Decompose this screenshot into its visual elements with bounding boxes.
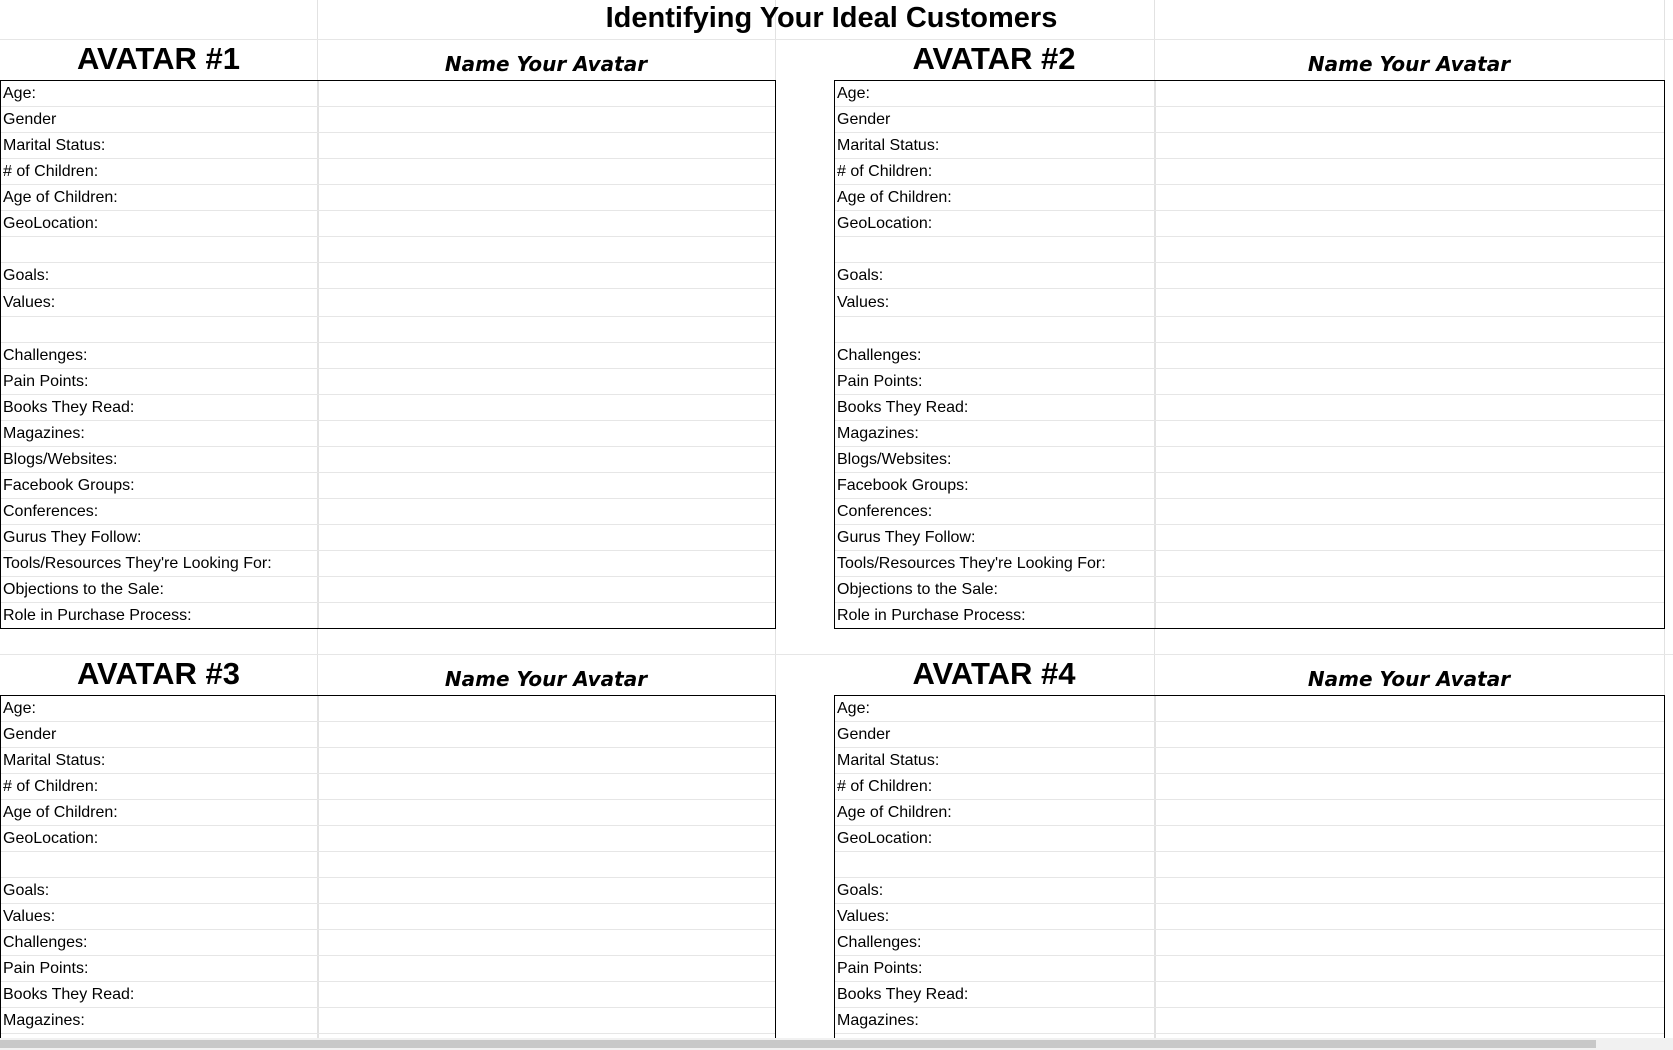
field-label: Marital Status: xyxy=(837,751,940,769)
field-label: Gender xyxy=(3,110,57,128)
avatar-1-field-row xyxy=(1,81,775,107)
field-value-cell[interactable] xyxy=(322,447,775,472)
field-label: Role in Purchase Process: xyxy=(837,606,1026,624)
field-value-cell[interactable] xyxy=(322,551,775,576)
field-value-cell[interactable] xyxy=(322,577,775,602)
field-value-cell[interactable] xyxy=(1159,878,1664,903)
field-label: GeoLocation: xyxy=(837,829,933,847)
field-value-cell[interactable] xyxy=(1159,447,1664,472)
field-value-cell[interactable] xyxy=(322,317,775,342)
avatar-3-field-row xyxy=(1,826,775,852)
avatar-2-field-row xyxy=(835,317,1664,343)
field-label: Age: xyxy=(3,699,36,717)
field-label: Gurus They Follow: xyxy=(3,528,142,546)
avatar-1-field-row xyxy=(1,211,775,237)
field-label: # of Children: xyxy=(3,162,99,180)
field-label: Age: xyxy=(3,84,36,102)
field-label: Books They Read: xyxy=(837,398,969,416)
field-value-cell[interactable] xyxy=(322,185,775,210)
field-label: Tools/Resources They're Looking For: xyxy=(837,554,1106,572)
field-label: Challenges: xyxy=(837,346,922,364)
field-value-cell[interactable] xyxy=(1159,107,1664,132)
field-label: Goals: xyxy=(837,881,884,899)
field-label: Magazines: xyxy=(837,424,919,442)
field-value-cell[interactable] xyxy=(1159,852,1664,877)
field-value-cell[interactable] xyxy=(322,159,775,184)
avatar-1-heading: AVATAR #1 xyxy=(76,41,241,76)
avatar-4-field-row xyxy=(835,956,1664,982)
avatar-4-field-row xyxy=(835,826,1664,852)
avatar-2-field-row xyxy=(835,289,1664,317)
avatar-2-field-row xyxy=(835,237,1664,263)
field-value-cell[interactable] xyxy=(1159,800,1664,825)
field-value-cell[interactable] xyxy=(1159,774,1664,799)
avatar-1-field-row xyxy=(1,185,775,211)
avatar-1-name-cell[interactable]: Name Your Avatar xyxy=(444,52,648,76)
field-value-cell[interactable] xyxy=(1159,956,1664,981)
field-label: Books They Read: xyxy=(3,985,135,1003)
avatar-2-field-row xyxy=(835,133,1664,159)
avatar-3-field-row xyxy=(1,696,775,722)
avatar-4-field-row xyxy=(835,878,1664,904)
field-value-cell[interactable] xyxy=(322,603,775,628)
avatar-2-field-row xyxy=(835,369,1664,395)
avatar-1-field-row xyxy=(1,159,775,185)
field-value-cell[interactable] xyxy=(1159,421,1664,446)
field-value-cell[interactable] xyxy=(1159,525,1664,550)
avatar-1-field-row xyxy=(1,133,775,159)
field-label: Age: xyxy=(837,699,870,717)
avatar-4-field-row xyxy=(835,696,1664,722)
field-value-cell[interactable] xyxy=(322,421,775,446)
horizontal-scrollbar[interactable] xyxy=(0,1038,1673,1050)
avatar-2-field-row xyxy=(835,473,1664,499)
avatar-2-name-cell[interactable]: Name Your Avatar xyxy=(1307,52,1511,76)
field-label: Gender xyxy=(837,110,891,128)
field-label: Facebook Groups: xyxy=(837,476,969,494)
field-label: Marital Status: xyxy=(3,136,106,154)
field-label: Values: xyxy=(837,293,890,311)
avatar-3-field-row xyxy=(1,878,775,904)
field-value-cell[interactable] xyxy=(1159,577,1664,602)
field-value-cell[interactable] xyxy=(322,826,775,851)
avatar-1-field-table xyxy=(0,80,776,629)
field-label: Role in Purchase Process: xyxy=(3,606,192,624)
avatar-1-field-row xyxy=(1,369,775,395)
avatar-2-field-row xyxy=(835,395,1664,421)
field-value-cell[interactable] xyxy=(1159,473,1664,498)
avatar-1-field-row xyxy=(1,421,775,447)
field-value-cell[interactable] xyxy=(1159,237,1664,262)
field-label: Facebook Groups: xyxy=(3,476,135,494)
field-label: Challenges: xyxy=(3,346,88,364)
field-label: Gender xyxy=(837,725,891,743)
field-value-cell[interactable] xyxy=(1159,551,1664,576)
avatar-2-field-row xyxy=(835,107,1664,133)
avatar-2-field-row xyxy=(835,81,1664,107)
avatar-4-heading: AVATAR #4 xyxy=(912,656,1076,691)
avatar-4-field-row xyxy=(835,904,1664,930)
avatar-4-field-row xyxy=(835,1008,1664,1034)
field-value-cell[interactable] xyxy=(1159,722,1664,747)
field-value-cell[interactable] xyxy=(1159,826,1664,851)
avatar-4-field-row xyxy=(835,982,1664,1008)
field-label: Magazines: xyxy=(837,1011,919,1029)
avatar-3-heading: AVATAR #3 xyxy=(76,656,241,691)
avatar-2-field-row xyxy=(835,499,1664,525)
field-label: Conferences: xyxy=(3,502,99,520)
avatar-3-field-row xyxy=(1,956,775,982)
field-value-cell[interactable] xyxy=(1159,696,1664,721)
field-value-cell[interactable] xyxy=(322,237,775,262)
field-value-cell[interactable] xyxy=(322,473,775,498)
field-label: # of Children: xyxy=(3,777,99,795)
field-label: Books They Read: xyxy=(837,985,969,1003)
field-value-cell[interactable] xyxy=(322,395,775,420)
avatar-1-field-row xyxy=(1,499,775,525)
field-value-cell[interactable] xyxy=(322,852,775,877)
avatar-1-field-row xyxy=(1,237,775,263)
field-value-cell[interactable] xyxy=(1159,211,1664,236)
field-value-cell[interactable] xyxy=(1159,343,1664,368)
field-value-cell[interactable] xyxy=(322,81,775,106)
field-label: GeoLocation: xyxy=(837,214,933,232)
field-label: Pain Points: xyxy=(837,959,923,977)
avatar-3-field-row xyxy=(1,748,775,774)
avatar-2-field-row xyxy=(835,185,1664,211)
field-value-cell[interactable] xyxy=(322,800,775,825)
field-value-cell[interactable] xyxy=(1159,263,1664,288)
field-value-cell[interactable] xyxy=(1159,748,1664,773)
avatar-4-field-row xyxy=(835,852,1664,878)
avatar-4-field-row xyxy=(835,748,1664,774)
field-label: Gurus They Follow: xyxy=(837,528,976,546)
avatar-2-field-row xyxy=(835,263,1664,289)
field-label: Age of Children: xyxy=(837,803,952,821)
field-value-cell[interactable] xyxy=(322,525,775,550)
avatar-3-field-row xyxy=(1,774,775,800)
field-value-cell[interactable] xyxy=(1159,1008,1664,1033)
field-label: Pain Points: xyxy=(3,372,89,390)
avatar-4-field-table xyxy=(834,695,1665,1040)
field-value-cell[interactable] xyxy=(322,133,775,158)
avatar-1-field-row xyxy=(1,551,775,577)
field-value-cell[interactable] xyxy=(1159,395,1664,420)
avatar-1-field-row xyxy=(1,447,775,473)
field-label: Age of Children: xyxy=(3,188,118,206)
field-value-cell[interactable] xyxy=(1159,317,1664,342)
field-value-cell[interactable] xyxy=(1159,133,1664,158)
field-label: Objections to the Sale: xyxy=(837,580,998,598)
field-label: Values: xyxy=(3,293,56,311)
field-value-cell[interactable] xyxy=(322,722,775,747)
avatar-1-field-row xyxy=(1,525,775,551)
avatar-3-field-row xyxy=(1,930,775,956)
field-value-cell[interactable] xyxy=(322,748,775,773)
field-value-cell[interactable] xyxy=(322,263,775,288)
avatar-3-field-table xyxy=(0,695,776,1040)
field-value-cell[interactable] xyxy=(322,107,775,132)
field-value-cell[interactable] xyxy=(322,343,775,368)
field-label: Values: xyxy=(837,907,890,925)
field-label: Goals: xyxy=(3,881,50,899)
field-label: Books They Read: xyxy=(3,398,135,416)
avatar-4-name-cell[interactable]: Name Your Avatar xyxy=(1307,667,1511,691)
avatar-3-field-row xyxy=(1,852,775,878)
field-value-cell[interactable] xyxy=(322,1008,775,1033)
field-label: # of Children: xyxy=(837,777,933,795)
avatar-1-field-row xyxy=(1,577,775,603)
field-value-cell[interactable] xyxy=(322,369,775,394)
avatar-1-field-row xyxy=(1,395,775,421)
avatar-1-field-row xyxy=(1,107,775,133)
field-value-cell[interactable] xyxy=(1159,289,1664,316)
avatar-2-field-row xyxy=(835,343,1664,369)
avatar-4-field-row xyxy=(835,930,1664,956)
field-value-cell[interactable] xyxy=(322,930,775,955)
field-label: Blogs/Websites: xyxy=(3,450,118,468)
avatar-2-field-row xyxy=(835,421,1664,447)
field-label: Pain Points: xyxy=(3,959,89,977)
field-label: Age of Children: xyxy=(3,803,118,821)
scrollbar-thumb[interactable] xyxy=(0,1040,1596,1048)
avatar-2-field-row xyxy=(835,603,1664,629)
avatar-3-field-row xyxy=(1,1008,775,1034)
field-label: Objections to the Sale: xyxy=(3,580,164,598)
avatar-3-name-cell[interactable]: Name Your Avatar xyxy=(444,667,648,691)
avatar-2-field-row xyxy=(835,159,1664,185)
field-value-cell[interactable] xyxy=(322,878,775,903)
field-label: Pain Points: xyxy=(837,372,923,390)
field-label: Age: xyxy=(837,84,870,102)
field-value-cell[interactable] xyxy=(322,774,775,799)
field-label: GeoLocation: xyxy=(3,829,99,847)
field-value-cell[interactable] xyxy=(322,696,775,721)
avatar-4-field-row xyxy=(835,774,1664,800)
avatar-4-field-row xyxy=(835,722,1664,748)
field-label: Values: xyxy=(3,907,56,925)
field-value-cell[interactable] xyxy=(1159,159,1664,184)
field-label: Goals: xyxy=(3,266,50,284)
field-label: # of Children: xyxy=(837,162,933,180)
field-value-cell[interactable] xyxy=(322,956,775,981)
sheet-title: Identifying Your Ideal Customers xyxy=(605,2,1058,34)
field-value-cell[interactable] xyxy=(1159,81,1664,106)
avatar-2-field-row xyxy=(835,551,1664,577)
avatar-1-field-row xyxy=(1,603,775,629)
avatar-1-field-row xyxy=(1,343,775,369)
field-label: Challenges: xyxy=(3,933,88,951)
avatar-3-field-row xyxy=(1,904,775,930)
field-value-cell[interactable] xyxy=(1159,982,1664,1007)
field-value-cell[interactable] xyxy=(322,982,775,1007)
field-label: Goals: xyxy=(837,266,884,284)
avatar-3-field-row xyxy=(1,982,775,1008)
field-label: Magazines: xyxy=(3,1011,85,1029)
field-value-cell[interactable] xyxy=(322,211,775,236)
avatar-2-field-row xyxy=(835,447,1664,473)
avatar-3-field-row xyxy=(1,722,775,748)
field-label: Tools/Resources They're Looking For: xyxy=(3,554,272,572)
avatar-2-field-row xyxy=(835,577,1664,603)
field-value-cell[interactable] xyxy=(1159,499,1664,524)
avatar-2-heading: AVATAR #2 xyxy=(912,41,1076,76)
avatar-2-field-row xyxy=(835,525,1664,551)
avatar-2-field-row xyxy=(835,211,1664,237)
field-label: Marital Status: xyxy=(3,751,106,769)
field-label: Blogs/Websites: xyxy=(837,450,952,468)
avatar-1-field-row xyxy=(1,317,775,343)
field-value-cell[interactable] xyxy=(1159,369,1664,394)
field-label: Marital Status: xyxy=(837,136,940,154)
avatar-1-field-row xyxy=(1,263,775,289)
field-value-cell[interactable] xyxy=(322,499,775,524)
field-label: GeoLocation: xyxy=(3,214,99,232)
field-label: Magazines: xyxy=(3,424,85,442)
field-value-cell[interactable] xyxy=(1159,185,1664,210)
avatar-4-field-row xyxy=(835,800,1664,826)
avatar-2-field-table xyxy=(834,80,1665,629)
field-value-cell[interactable] xyxy=(322,289,775,316)
field-label: Gender xyxy=(3,725,57,743)
avatar-1-field-row xyxy=(1,473,775,499)
field-label: Age of Children: xyxy=(837,188,952,206)
field-value-cell[interactable] xyxy=(322,904,775,929)
field-value-cell[interactable] xyxy=(1159,603,1664,628)
field-value-cell[interactable] xyxy=(1159,904,1664,929)
avatar-3-field-row xyxy=(1,800,775,826)
field-label: Challenges: xyxy=(837,933,922,951)
field-value-cell[interactable] xyxy=(1159,930,1664,955)
field-label: Conferences: xyxy=(837,502,933,520)
avatar-1-field-row xyxy=(1,289,775,317)
